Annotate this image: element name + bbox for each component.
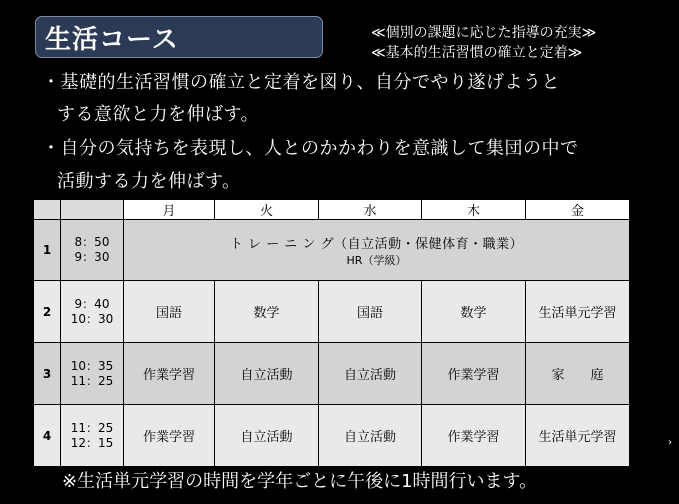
period-row-3 <box>34 343 630 405</box>
header-corner <box>34 200 61 220</box>
subject-cell: 国語 <box>319 281 422 343</box>
subject-cell: 生活単元学習 <box>526 281 630 343</box>
day-header: 木 <box>422 200 526 220</box>
subject-cell: 作業学習 <box>124 405 215 467</box>
training-label: ト レ ー ニ ン グ（自立活動・保健体育・職業） <box>229 236 524 252</box>
period-number: 3 <box>34 343 61 405</box>
bullet-mark: ・ <box>42 138 61 159</box>
subject-cell: 数学 <box>422 281 526 343</box>
bullet-1 <box>42 68 560 94</box>
subject-cell: 家 庭 <box>526 343 630 405</box>
period-row-4 <box>34 405 630 467</box>
period-row-1 <box>34 220 630 281</box>
page-title: 生活コース <box>45 25 179 55</box>
period-start: 9：40 <box>74 296 110 311</box>
subtitle-2: ≪基本的生活習慣の確立と定着≫ <box>371 45 583 61</box>
period-start: 11：25 <box>70 420 114 435</box>
bullet-1-line2: する意欲と力を伸ばす。 <box>57 104 260 125</box>
subtitle-1: ≪個別の課題に応じた指導の充実≫ <box>371 25 597 41</box>
subject-cell: 自立活動 <box>215 343 319 405</box>
period-time <box>61 220 124 281</box>
period-number: 4 <box>34 405 61 467</box>
subject-cell: 作業学習 <box>422 343 526 405</box>
period-time <box>61 281 124 343</box>
day-header: 水 <box>319 200 422 220</box>
period-start: 10：35 <box>70 358 114 373</box>
subject-cell: 作業学習 <box>422 405 526 467</box>
footer-note: ※生活単元学習の時間を学年ごとに午後に1時間行います。 <box>62 471 538 492</box>
header-corner <box>61 200 124 220</box>
title-box <box>35 16 323 58</box>
subject-cell: 数学 <box>215 281 319 343</box>
subject-cell: 自立活動 <box>319 343 422 405</box>
training-cell <box>124 220 630 281</box>
subject-cell: 自立活動 <box>215 405 319 467</box>
period-end: 9：30 <box>74 250 110 264</box>
day-header: 金 <box>526 200 630 220</box>
header-row <box>34 200 630 220</box>
bullet-2-line1: 自分の気持ちを表現し、人とのかかわりを意識して集団の中で <box>60 138 579 159</box>
bullet-2 <box>42 134 579 160</box>
period-time <box>61 343 124 405</box>
day-header: 月 <box>124 200 215 220</box>
subject-cell: 自立活動 <box>319 405 422 467</box>
homeroom-label: HR（学級） <box>346 253 407 267</box>
period-time <box>61 405 124 467</box>
period-row-2 <box>34 281 630 343</box>
subject-cell: 作業学習 <box>124 343 215 405</box>
bullet-2-line2: 活動する力を伸ばす。 <box>57 171 241 192</box>
period-end: 11：25 <box>70 373 114 388</box>
period-start: 8：50 <box>74 235 110 249</box>
period-end: 10：30 <box>70 311 114 326</box>
edge-mark: › <box>668 437 672 448</box>
subject-cell: 国語 <box>124 281 215 343</box>
bullet-mark: ・ <box>42 72 61 93</box>
period-end: 12：15 <box>70 435 114 450</box>
schedule-table <box>33 199 630 467</box>
period-number: 1 <box>34 220 61 281</box>
bullet-1-line1: 基礎的生活習慣の確立と定着を図り、自分でやり遂げようと <box>60 72 560 93</box>
period-number: 2 <box>34 281 61 343</box>
day-header: 火 <box>215 200 319 220</box>
subject-cell: 生活単元学習 <box>526 405 630 467</box>
